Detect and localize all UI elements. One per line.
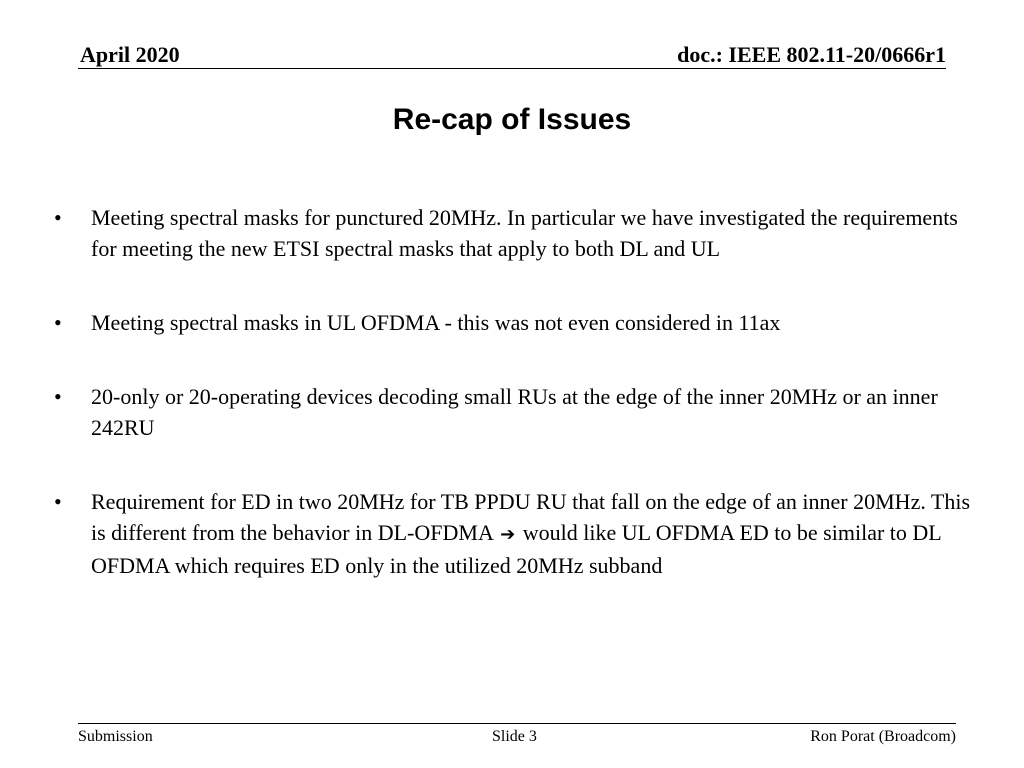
bullet-item	[0, 486, 981, 581]
slide-title: Re-cap of Issues	[392, 103, 632, 136]
header-date: April 2020	[80, 42, 180, 67]
header-rule	[78, 68, 946, 69]
footer-author: Ron Porat (Broadcom)	[810, 728, 956, 745]
bullet-list	[0, 202, 1024, 624]
bullet-marker: •	[54, 205, 62, 230]
bullet-marker: •	[54, 489, 62, 514]
footer-submission: Submission	[78, 728, 153, 745]
right-arrow-icon: ➔	[500, 524, 516, 545]
bullet-text-after-arrow: would like UL OFDMA ED to be similar to DL OFDMA which requires ED only in the utilized 20MHz subband	[91, 520, 941, 578]
bullet-text-before-arrow: Requirement for ED in two 20MHz for TB PPDU RU that fall on the edge of an inner 20MHz. This is different from the behavior in DL-OFDMA	[91, 489, 971, 545]
bullet-marker: •	[54, 384, 62, 409]
footer-slide-number: Slide 3	[492, 728, 537, 745]
bullet-text: 20-only or 20-operating devices decoding small RUs at the edge of the inner 20MHz or an inner 242RU	[91, 384, 938, 440]
bullet-item	[0, 381, 981, 443]
bullet-text: Meeting spectral masks for punctured 20MHz. In particular we have investigated the requirements for meeting the new ETSI spectral masks that apply to both DL and UL	[91, 205, 958, 261]
bullet-text: Meeting spectral masks in UL OFDMA - this was not even considered in 11ax	[91, 310, 781, 335]
bullet-item	[0, 202, 981, 264]
bullet-item	[0, 307, 981, 338]
bullet-marker: •	[54, 310, 62, 335]
header-doc-id: doc.: IEEE 802.11-20/0666r1	[677, 42, 946, 67]
footer-rule	[78, 723, 956, 724]
